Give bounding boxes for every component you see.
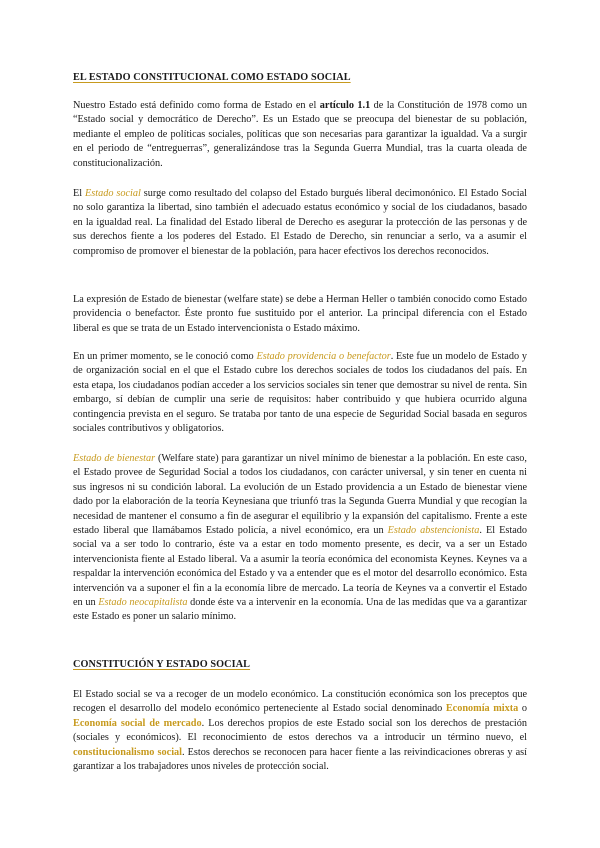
p6-highlight-constitucionalismo: constitucionalismo social xyxy=(73,746,183,758)
paragraph-2 xyxy=(73,187,527,259)
heading-estado-constitucional: EL ESTADO CONSTITUCIONAL COMO ESTADO SOCIAL xyxy=(73,72,351,83)
p6-text-g: . Estos derechos se reconocen para hacer fiente a las reivindicaciones obreras y así garantizar a los trabajadores unos niveles de protección social. xyxy=(73,746,527,773)
p1-text-c: de la Constitución de 1978 como un “Estado social y democrático de Derecho”. Es un Estado que se preocupa del bienestar de su población, mediante el empleo de políticas sociales, políticas que son necesarias para garantizar la igualdad. Va a surgir en el periodo de “entreguerras”, generalizándose tras la Segunda Guerra Mundial, tras la cuarta oleada de constitucionalización. xyxy=(73,100,527,169)
p5-text-f: donde éste va a intervenir en la economía. Una de las medidas que va a garantizar este Estado es poner un salario mínimo. xyxy=(73,597,527,623)
p5-highlight-neocapitalista: Estado neocapitalista xyxy=(98,597,188,609)
p5-highlight-bienestar: Estado de bienestar xyxy=(73,453,156,464)
paragraph-1 xyxy=(73,99,527,171)
p1-articulo: artículo 1.1 xyxy=(319,100,371,111)
p6-highlight-economia-social: Economía social de mercado xyxy=(73,717,202,729)
p1-text-a: Nuestro Estado está definido como forma de Estado en el xyxy=(73,100,320,111)
p4-text-c: . Este fue un modelo de Estado y de organización social en el que el Estado cubre los derechos sociales de todos los ciudadanos del país. En esta etapa, los ciudadanos podían acceder a los servicios sociales sin tener que demostrar su nivel de renta. Sin embargo, sí debían de cumplir una serie de requisitos: haber contribuido y que hubiera ocurrido alguna contingencia prevista en el seguro. Se trataba por tanto de una especie de Seguridad Social basada en seguros sociales contributivos y obligatorios. xyxy=(73,351,527,435)
p5-text-b: (Welfare state) para garantizar un nivel mínimo de bienestar a la población. En este caso, el Estado provee de Seguridad Social a todos los ciudadanos, con carácter universal, y sin tener en cuenta ni sus ingresos ni su condición laboral. La evolución de un Estado providencia a un Estado de bienestar viene dado por la elaboración de la teoría Keynesiana que triunfó tras la Segunda Guerra Mundial y que recogían la necesidad de mantener el consumo a fin de asegurar el equilibrio y la expansión del capitalismo. Frente a este estado liberal que llamábamos Estado policía, a nivel económico, era un xyxy=(73,453,527,537)
p2-text-a: El xyxy=(73,188,86,199)
p4-text-a: En un primer momento, se le conoció como xyxy=(73,351,257,362)
p6-text-c: o xyxy=(518,703,527,715)
paragraph-3: La expresión de Estado de bienestar (welfare state) se debe a Herman Heller o también conocido como Estado providencia o benefactor. Éste pronto fue sustituido por el anterior. La principal diferencia con el Estado liberal es que se trata de un Estado intervencionista o Estado máximo. xyxy=(73,294,527,334)
p6-text-a: El Estado social se va a recoger de un modelo económico. La constitución económica son los preceptos que recogen el desarrollo del modelo económico perteneciente al Estado social denominado xyxy=(73,689,527,715)
heading-constitucion-estado-social: CONSTITUCIÓN Y ESTADO SOCIAL xyxy=(73,659,251,670)
p4-highlight-providencia: Estado providencia o benefactor xyxy=(256,351,391,362)
p5-text-d: . El Estado social va a ser todo lo contrario, éste va a estar en todo momento presente, es decir, va a ser un Estado intervencionista fiente al Estado liberal. Va a asumir la teoría económica del economista Keynes. Keynes va a respaldar la intervención económica del Estado y va a entender que es el motor del desarrollo económico. Esta intervención va a suponer el fin a la economía libre de mercado. La teoría de Keynes va a convertir el Estado en un xyxy=(73,525,527,609)
paragraph-5 xyxy=(73,452,527,625)
p6-highlight-economia-mixta: Economía mixta xyxy=(445,703,519,715)
p6-text-e: . Los derechos propios de este Estado social son los derechos de prestación (sociales y económicos). El reconocimiento de estos derechos va a introducir un término nuevo, el xyxy=(73,717,527,744)
p5-highlight-abstencionista: Estado abstencionista xyxy=(387,525,480,537)
p2-text-c: surge como resultado del colapso del Estado burgués liberal decimonónico. El Estado Social no solo garantiza la libertad, sino también el adecuado estatus económico y social de los ciudadanos, basado en la igualdad real. La finalidad del Estado liberal de Derecho es asegurar la protección de las personas y de sus derechos fiente a los poderes del Estado. El Estado de Derecho, sin renunciar a serlo, va a asumir el compromiso de promover el bienestar de la población, para hacer efectivos los derechos reconocidos. xyxy=(73,188,527,257)
p2-highlight-estado-social: Estado social xyxy=(85,188,141,199)
paragraph-4 xyxy=(73,350,527,436)
paragraph-6 xyxy=(73,688,527,774)
